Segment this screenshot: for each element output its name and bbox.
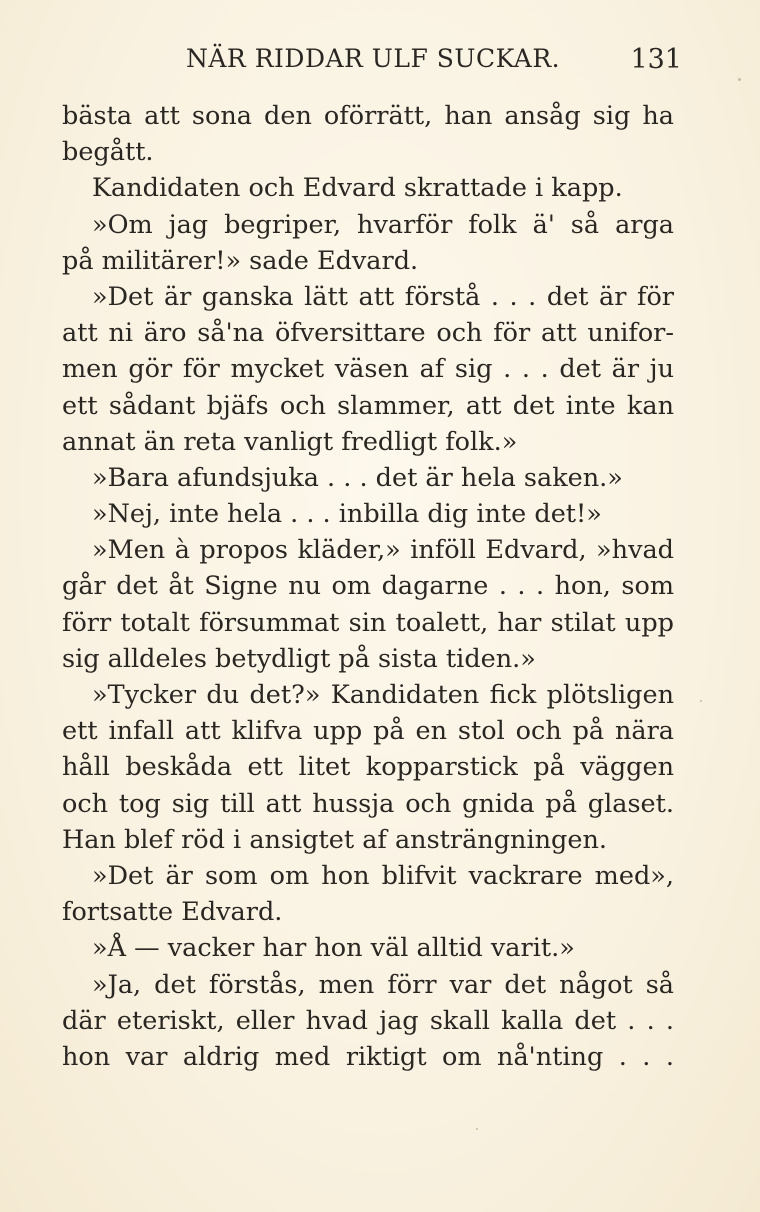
- text-line: går det åt Signe nu om dagarne . . . hon, som: [62, 571, 674, 602]
- page-header: [62, 44, 682, 84]
- text-line: sig alldeles betydligt på sista tiden.»: [62, 643, 536, 674]
- text-line: där eteriskt, eller hvad jag skall kalla det . . .: [62, 1005, 674, 1036]
- text-line: Han blef röd i ansigtet af ansträngningen.: [62, 824, 607, 855]
- text-line: annat än reta vanligt fredligt folk.»: [62, 426, 518, 457]
- text-line: håll beskåda ett litet kopparstick på väggen: [62, 752, 674, 783]
- text-line: »Men à propos kläder,» inföll Edvard, »hvad: [92, 535, 674, 566]
- text-line: förr totalt försummat sin toalett, har stilat upp: [62, 607, 674, 638]
- text-line: »Tycker du det?» Kandidaten fick plötsligen: [92, 680, 674, 710]
- body-text: [62, 98, 674, 1075]
- paper-speck: [700, 700, 702, 702]
- text-line: och tog sig till att hussja och gnida på glaset.: [62, 788, 674, 819]
- text-line: »Bara afundsjuka . . . det är hela saken.»: [92, 462, 623, 493]
- text-line: begått.: [62, 137, 154, 168]
- text-line: att ni äro så'na öfversittare och för att unifor-: [62, 318, 674, 349]
- text-line: »Om jag begriper, hvarför folk ä' så arga: [92, 209, 674, 240]
- text-line: ett sådant bjäfs och slammer, att det inte kan: [62, 390, 674, 421]
- text-line: »Å — vacker har hon väl alltid varit.»: [92, 933, 575, 964]
- text-line: bästa att sona den oförrätt, han ansåg sig ha: [62, 101, 674, 131]
- text-line: hon var aldrig med riktigt om nå'nting . . .: [62, 1041, 674, 1072]
- text-line: ett infall att klifva upp på en stol och på nära: [62, 716, 674, 747]
- text-line: »Ja, det förstås, men förr var det något så: [92, 969, 674, 1000]
- text-line: »Nej, inte hela . . . inbilla dig inte det!»: [92, 499, 602, 530]
- paper-speck: [476, 1128, 478, 1130]
- paper-speck: [738, 78, 741, 81]
- text-line: Kandidaten och Edvard skrattade i kapp.: [92, 173, 623, 204]
- text-line: på militärer!» sade Edvard.: [62, 245, 419, 276]
- text-line: men gör för mycket väsen af sig . . . det är ju: [62, 354, 674, 385]
- page-number: 131: [630, 44, 682, 75]
- text-line: »Det är som om hon blifvit vackrare med»,: [92, 860, 674, 891]
- text-line: fortsatte Edvard.: [62, 897, 283, 928]
- running-title: NÄR RIDDAR ULF SUCKAR.: [186, 44, 561, 73]
- text-line: »Det är ganska lätt att förstå . . . det är för: [92, 281, 674, 312]
